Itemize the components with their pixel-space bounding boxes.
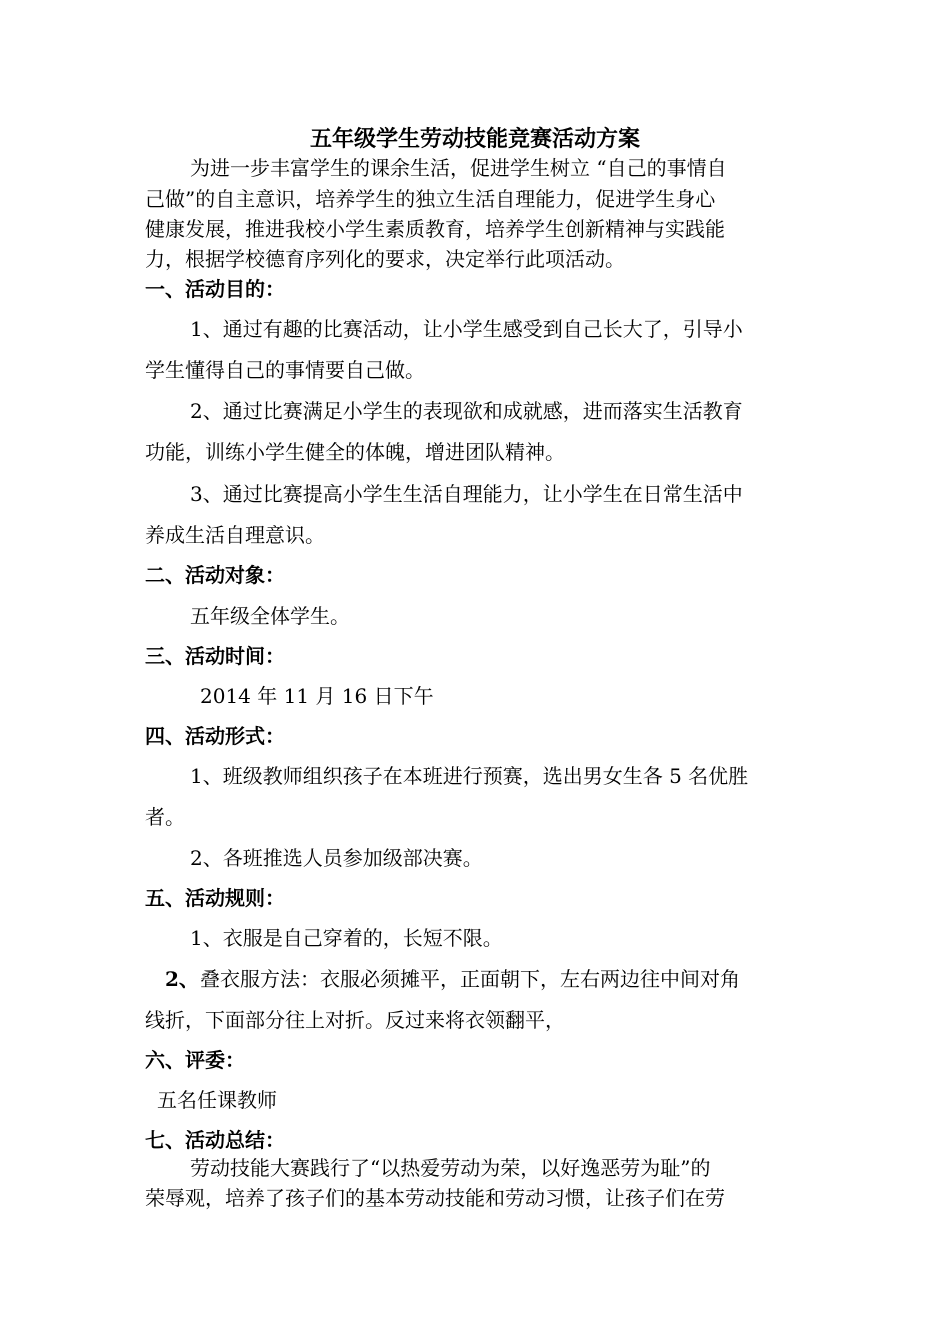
paragraph-line: 五年级全体学生。 — [190, 604, 350, 628]
document-title: 五年级学生劳动技能竞赛活动方案 — [309, 126, 640, 152]
paragraph-line: 五名任课教师 — [157, 1088, 277, 1112]
paragraph-line: 养成生活自理意识。 — [145, 523, 325, 547]
paragraph-line: 者。 — [145, 805, 185, 829]
paragraph-line: 1、衣服是自己穿着的，长短不限。 — [190, 926, 503, 950]
section-heading-purpose: 一、活动目的： — [145, 277, 285, 301]
rule-number: 2、 — [165, 967, 199, 991]
paragraph-line: 线折，下面部分往上对折。反过来将衣领翻平， — [145, 1008, 565, 1032]
section-heading-target: 二、活动对象： — [145, 563, 285, 587]
intro-line: 己做”的自主意识，培养学生的独立生活自理能力，促进学生身心 — [145, 187, 716, 211]
paragraph-line: 2、各班推选人员参加级部决赛。 — [190, 846, 483, 870]
intro-line: 力，根据学校德育序列化的要求，决定举行此项活动。 — [145, 247, 625, 271]
section-heading-format: 四、活动形式： — [145, 724, 285, 748]
paragraph-line: 3、通过比赛提高小学生生活自理能力，让小学生在日常生活中 — [190, 482, 743, 506]
paragraph-line: 劳动技能大赛践行了“以热爱劳动为荣，以好逸恶劳为耻”的 — [190, 1156, 711, 1180]
activity-date: 2014 年 11 月 16 日下午 — [200, 684, 434, 708]
section-heading-rules: 五、活动规则： — [145, 886, 285, 910]
section-heading-judges: 六、评委： — [145, 1048, 245, 1072]
paragraph-line: 2、通过比赛满足小学生的表现欲和成就感，进而落实生活教育 — [190, 399, 743, 423]
intro-line: 为进一步丰富学生的课余生活，促进学生树立 “自己的事情自 — [190, 156, 727, 180]
paragraph-line: 1、班级教师组织孩子在本班进行预赛，选出男女生各 5 名优胜 — [190, 764, 749, 788]
paragraph-line: 荣辱观，培养了孩子们的基本劳动技能和劳动习惯，让孩子们在劳 — [145, 1186, 725, 1210]
intro-line: 健康发展，推进我校小学生素质教育，培养学生创新精神与实践能 — [145, 217, 725, 241]
paragraph-line: 1、通过有趣的比赛活动，让小学生感受到自己长大了，引导小 — [190, 317, 743, 341]
paragraph-line: 功能，训练小学生健全的体魄，增进团队精神。 — [145, 440, 565, 464]
paragraph-line: 学生懂得自己的事情要自己做。 — [145, 358, 425, 382]
section-heading-time: 三、活动时间： — [145, 644, 285, 668]
section-heading-summary: 七、活动总结： — [145, 1128, 285, 1152]
paragraph-line: 叠衣服方法：衣服必须摊平，正面朝下，左右两边往中间对角 — [200, 967, 740, 991]
